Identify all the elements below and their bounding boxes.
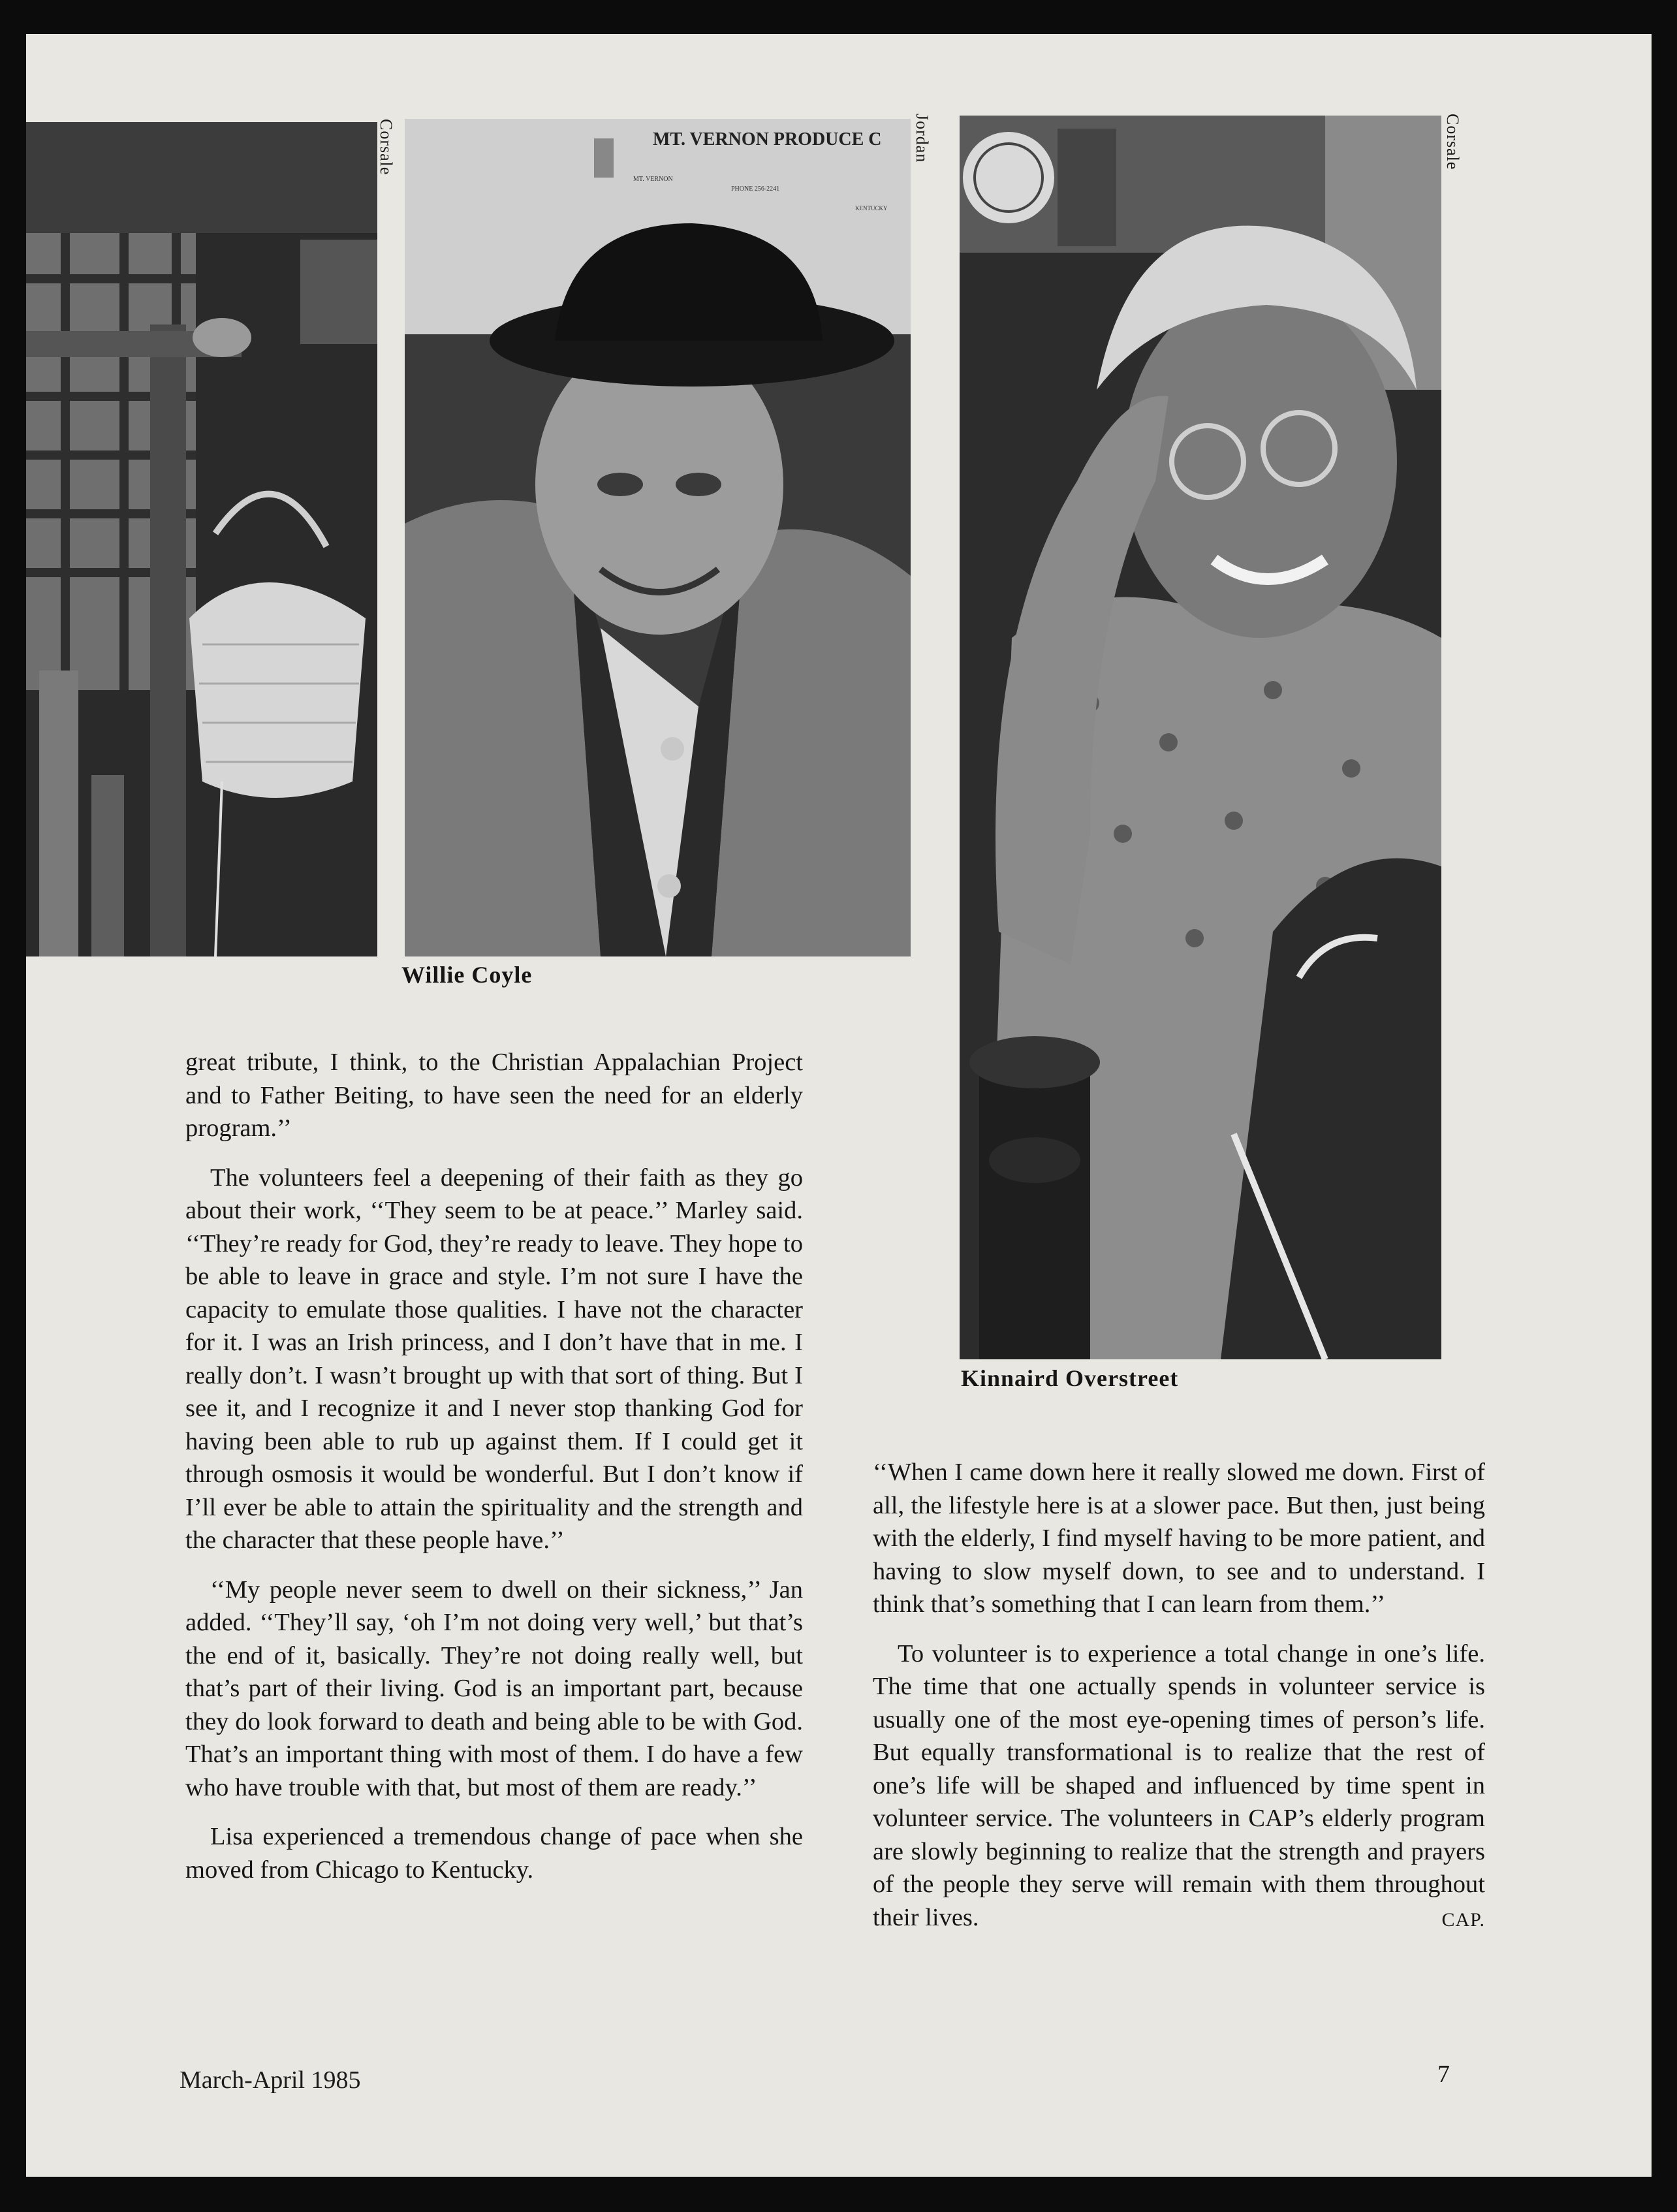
paragraph: great tribute, I think, to the Christian Appalachian Project and to Father Beiting, to have seen the need for an elderly program.’’ (185, 1049, 803, 1142)
paragraph: ‘‘When I came down here it really slowed me down. First of all, the lifestyle here is at a slower pace. But then, just being with the elderly, I find myself having to be more patient, and having to slow myself down, to see and to understand. I think that’s something that I can learn from them.’’ (873, 1459, 1485, 1618)
produce-sign-state: KENTUCKY (855, 205, 888, 212)
paragraph: The volunteers feel a deepening of their faith as they go about their work, ‘‘They seem to be at peace.’’ Marley said. ‘‘They’re ready for God, they’re ready to leave. They hope to be able to leave in grace and style. I’m not sure I have the capacity to emulate those qualities. I have not the character for it. I was an Irish princess, and I don’t have that in me. I really don’t. I wasn’t brought up with that sort of thing. But I see it, and I recognize it and I never stop thanking God for having been able to rub up against them. If I could get it through osmosis it would be wonderful. But I don’t know if I’ll ever be able to attain the spirituality and the strength and the character that these people have.’’ (185, 1163, 803, 1554)
paragraph (873, 1637, 1485, 1935)
photo-credit-right: Corsale (1443, 114, 1462, 170)
photo-basket-weaver (26, 122, 377, 956)
willie-coyle-image (405, 119, 911, 956)
author-signature: CAP. (1441, 1908, 1485, 1931)
magazine-page (26, 34, 1652, 2177)
article-column-right (873, 1456, 1485, 1950)
photo-kinnaird-overstreet (960, 116, 1441, 1359)
produce-sign-town: MT. VERNON (633, 176, 673, 183)
kinnaird-overstreet-image (960, 116, 1441, 1359)
produce-sign-text: MT. VERNON PRODUCE C (653, 129, 882, 150)
photo-willie-coyle (405, 119, 911, 956)
paragraph: ‘‘My people never seem to dwell on their sickness,’’ Jan added. ‘‘They’ll say, ‘oh I’m not doing very well,’ but that’s the end of it, basically. They’re not doing really well, but that’s part of their living. God is an important part, because they do look forward to death and being able to be with God. That’s an important thing with most of them. I do have a few who have trouble with that, but most of them are ready.’’ (185, 1575, 803, 1801)
basket-weaver-image (26, 122, 377, 956)
paragraph: Lisa experienced a tremendous change of pace when she moved from Chicago to Kentucky. (185, 1823, 803, 1884)
article-column-left (185, 1046, 803, 1903)
photo-credit-middle: Jordan (913, 114, 932, 163)
footer-date: March-April 1985 (180, 2066, 361, 2094)
photo-caption-kinnaird-overstreet: Kinnaird Overstreet (961, 1365, 1179, 1391)
photo-credit-left: Corsale (377, 119, 396, 176)
footer-page-number: 7 (1437, 2061, 1450, 2088)
paragraph-text: To volunteer is to experience a total change in one’s life. The time that one actually spends in volunteer service is usually one of the most eye-opening times of person’s life. But equally transformational is to realize that the rest of one’s life will be shaped and influenced by time spent in volunteer service. The volunteers in CAP’s elderly program are slowly beginning to realize that the strength and prayers of the people they serve will remain with them throughout their lives. (873, 1639, 1485, 1931)
produce-sign-phone: PHONE 256-2241 (731, 185, 780, 193)
photo-caption-willie-coyle: Willie Coyle (401, 962, 533, 988)
